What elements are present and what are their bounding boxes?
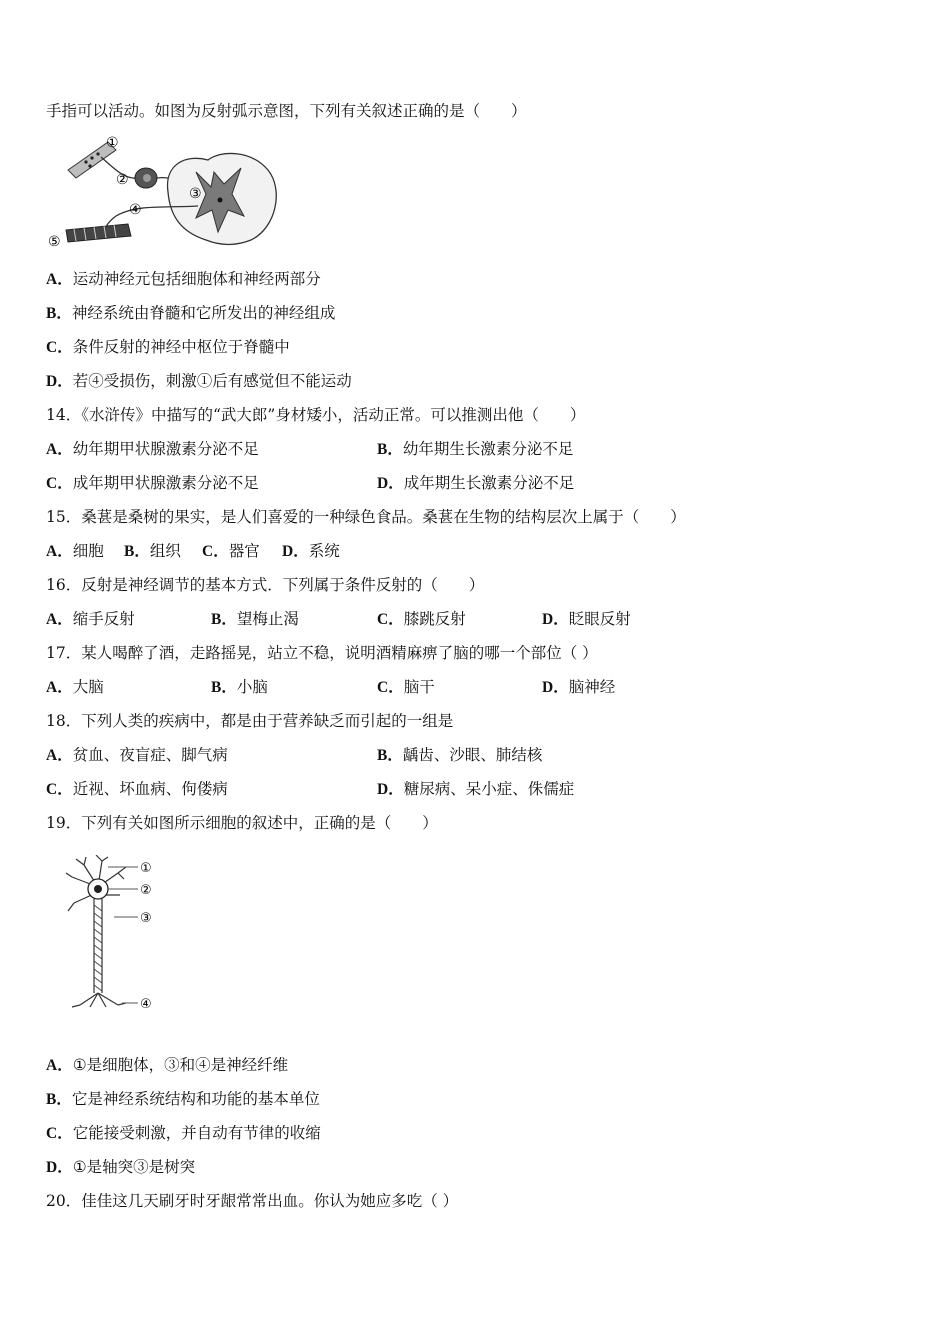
question-15-stem: 15．桑葚是桑树的果实，是人们喜爱的一种绿色食品。桑葚在生物的结构层次上属于（ ）: [46, 508, 686, 526]
question-14-stem: 14．《水浒传》中描写的“武大郎”身材矮小，活动正常。可以推测出他（ ）: [46, 406, 586, 424]
question-13-stem: 手指可以活动。如图为反射弧示意图，下列有关叙述正确的是（ ）: [46, 102, 527, 120]
neuron-label-3: ③: [140, 911, 152, 926]
q17-option-d[interactable]: D．脑神经: [542, 678, 616, 696]
label-4: ④: [129, 202, 142, 218]
q14-option-a[interactable]: A．幼年期甲状腺激素分泌不足: [46, 440, 259, 458]
neuron-label-2: ②: [140, 883, 152, 898]
q14-option-c[interactable]: C．成年期甲状腺激素分泌不足: [46, 474, 259, 492]
q19-option-c[interactable]: C．它能接受刺激，并自动有节律的收缩: [46, 1124, 321, 1142]
q18-option-a[interactable]: A．贫血、夜盲症、脚气病: [46, 746, 228, 764]
q15-option-d[interactable]: D．系统: [282, 542, 340, 560]
q18-option-b[interactable]: B．龋齿、沙眼、肺结核: [377, 746, 543, 764]
q15-option-c[interactable]: C．器官: [202, 542, 260, 560]
q17-option-b[interactable]: B．小脑: [211, 678, 268, 696]
q19-option-b[interactable]: B．它是神经系统结构和功能的基本单位: [46, 1090, 320, 1108]
q16-option-b[interactable]: B．望梅止渴: [211, 610, 299, 628]
q13-option-c[interactable]: C．条件反射的神经中枢位于脊髓中: [46, 338, 290, 356]
neuron-figure: [62, 855, 172, 1015]
q18-option-c[interactable]: C．近视、坏血病、佝偻病: [46, 780, 228, 798]
q15-option-b[interactable]: B．组织: [124, 542, 181, 560]
question-17-stem: 17．某人喝醉了酒，走路摇晃，站立不稳，说明酒精麻痹了脑的哪一个部位（ ）: [46, 644, 598, 662]
question-19-stem: 19．下列有关如图所示细胞的叙述中，正确的是（ ）: [46, 814, 438, 832]
q13-option-b[interactable]: B．神经系统由脊髓和它所发出的神经组成: [46, 304, 336, 322]
label-1: ①: [106, 135, 119, 151]
q16-option-a[interactable]: A．缩手反射: [46, 610, 135, 628]
q16-option-d[interactable]: D．眨眼反射: [542, 610, 631, 628]
q19-option-d[interactable]: D．①是轴突③是树突: [46, 1158, 196, 1176]
q17-option-c[interactable]: C．脑干: [377, 678, 435, 696]
question-16-stem: 16．反射是神经调节的基本方式．下列属于条件反射的（ ）: [46, 576, 485, 594]
q13-option-d[interactable]: D．若④受损伤，刺激①后有感觉但不能运动: [46, 372, 352, 390]
label-5: ⑤: [48, 234, 61, 250]
neuron-label-4: ④: [140, 997, 152, 1012]
q19-option-a[interactable]: A．①是细胞体，③和④是神经纤维: [46, 1056, 289, 1074]
q16-option-c[interactable]: C．膝跳反射: [377, 610, 466, 628]
q14-option-d[interactable]: D．成年期生长激素分泌不足: [377, 474, 575, 492]
neuron-label-1: ①: [140, 861, 152, 876]
q14-option-b[interactable]: B．幼年期生长激素分泌不足: [377, 440, 574, 458]
question-20-stem: 20．佳佳这几天刷牙时牙龈常常出血。你认为她应多吃（ ）: [46, 1192, 459, 1210]
reflex-arc-figure: [46, 132, 286, 252]
label-3: ③: [189, 186, 202, 202]
q13-option-a[interactable]: A．运动神经元包括细胞体和神经两部分: [46, 270, 321, 288]
label-2: ②: [116, 172, 129, 188]
question-18-stem: 18．下列人类的疾病中，都是由于营养缺乏而引起的一组是: [46, 712, 454, 730]
q15-option-a[interactable]: A．细胞: [46, 542, 104, 560]
q18-option-d[interactable]: D．糖尿病、呆小症、侏儒症: [377, 780, 575, 798]
q17-option-a[interactable]: A．大脑: [46, 678, 104, 696]
